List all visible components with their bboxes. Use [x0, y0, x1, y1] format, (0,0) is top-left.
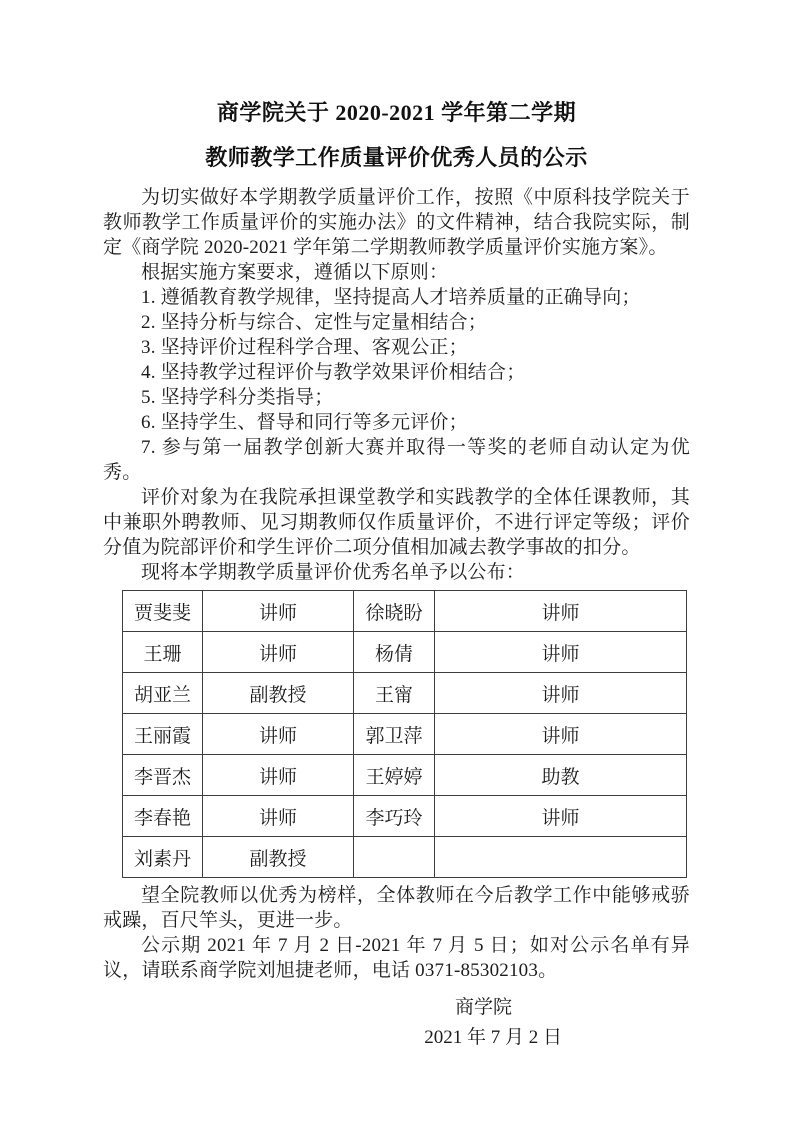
principle-item-4: 4. 坚持教学过程评价与教学效果评价相结合；	[141, 362, 526, 383]
principle-item-3: 3. 坚持评价过程科学合理、客观公正；	[141, 337, 468, 358]
teacher-rank-cell: 讲师	[203, 591, 354, 632]
teacher-name-cell: 郭卫萍	[354, 714, 435, 755]
teacher-name-cell: 王珊	[123, 632, 203, 673]
table-row	[123, 632, 687, 673]
teacher-rank-cell: 讲师	[435, 796, 687, 837]
table-row	[123, 755, 687, 796]
principles-intro: 根据实施方案要求，遵循以下原则：	[141, 262, 449, 283]
publicity-period-paragraph: 公示期 2021 年 7 月 2 日-2021 年 7 月 5 日；如对公示名单有异议，请联系商学院刘旭捷老师，电话 0371-85302103。	[103, 935, 690, 981]
table-row	[123, 673, 687, 714]
table-row	[123, 714, 687, 755]
teacher-rank-cell: 讲师	[203, 714, 354, 755]
evaluation-scope-paragraph: 评价对象为在我院承担课堂教学和实践教学的全体任课教师，其中兼职外聘教师、见习期教师仅作质量评价，不进行评定等级；评价分值为院部评价和学生评价二项分值相加减去教学事故的扣分。	[103, 487, 690, 558]
teacher-name-cell: 贾斐斐	[123, 591, 203, 632]
page-title-line1: 商学院关于 2020-2021 学年第二学期	[216, 100, 577, 125]
principle-item-5: 5. 坚持学科分类指导；	[141, 387, 334, 408]
teacher-name-cell	[354, 837, 435, 878]
principle-item-1: 1. 遵循教育教学规律，坚持提高人才培养质量的正确导向；	[141, 287, 641, 308]
teacher-rank-cell	[435, 837, 687, 878]
teacher-name-cell: 王婷婷	[354, 755, 435, 796]
teacher-rank-cell: 讲师	[435, 632, 687, 673]
teacher-rank-cell: 讲师	[435, 673, 687, 714]
principle-item-7: 7. 参与第一届教学创新大赛并取得一等奖的老师自动认定为优秀。	[103, 437, 690, 483]
teacher-name-cell: 胡亚兰	[123, 673, 203, 714]
teacher-rank-cell: 讲师	[203, 632, 354, 673]
teacher-name-cell: 杨倩	[354, 632, 435, 673]
encouragement-paragraph: 望全院教师以优秀为榜样，全体教师在今后教学工作中能够戒骄戒躁，百尺竿头，更进一步。	[103, 885, 690, 931]
teacher-name-cell: 李春艳	[123, 796, 203, 837]
intro-paragraph: 为切实做好本学期教学质量评价工作，按照《中原科技学院关于教师教学工作质量评价的实施办法》的文件精神，结合我院实际，制定《商学院 2020-2021 学年第二学期教师教学质量评价实施方案》。	[103, 187, 690, 258]
teacher-rank-cell: 助教	[435, 755, 687, 796]
teacher-rank-cell: 讲师	[203, 755, 354, 796]
teacher-name-cell: 徐晓盼	[354, 591, 435, 632]
principle-item-6: 6. 坚持学生、督导和同行等多元评价；	[141, 412, 468, 433]
teacher-name-cell: 王丽霞	[123, 714, 203, 755]
teacher-name-cell: 刘素丹	[123, 837, 203, 878]
teacher-rank-cell: 副教授	[203, 673, 354, 714]
signature-org: 商学院	[454, 997, 512, 1018]
teacher-rank-cell: 讲师	[203, 796, 354, 837]
teacher-rank-cell: 讲师	[435, 591, 687, 632]
principle-item-2: 2. 坚持分析与综合、定性与定量相结合；	[141, 312, 488, 333]
table-row	[123, 796, 687, 837]
teacher-rank-cell: 副教授	[203, 837, 354, 878]
teacher-name-cell: 李巧玲	[354, 796, 435, 837]
teacher-rank-cell: 讲师	[435, 714, 687, 755]
teacher-name-cell: 王甯	[354, 673, 435, 714]
teacher-name-cell: 李晋杰	[123, 755, 203, 796]
awardees-table	[122, 590, 687, 878]
table-row	[123, 591, 687, 632]
page-title-line2: 教师教学工作质量评价优秀人员的公示	[205, 145, 588, 170]
signature-date: 2021 年 7 月 2 日	[424, 1027, 562, 1048]
table-row	[123, 837, 687, 878]
list-announcement-lead: 现将本学期教学质量评价优秀名单予以公布：	[141, 562, 526, 583]
